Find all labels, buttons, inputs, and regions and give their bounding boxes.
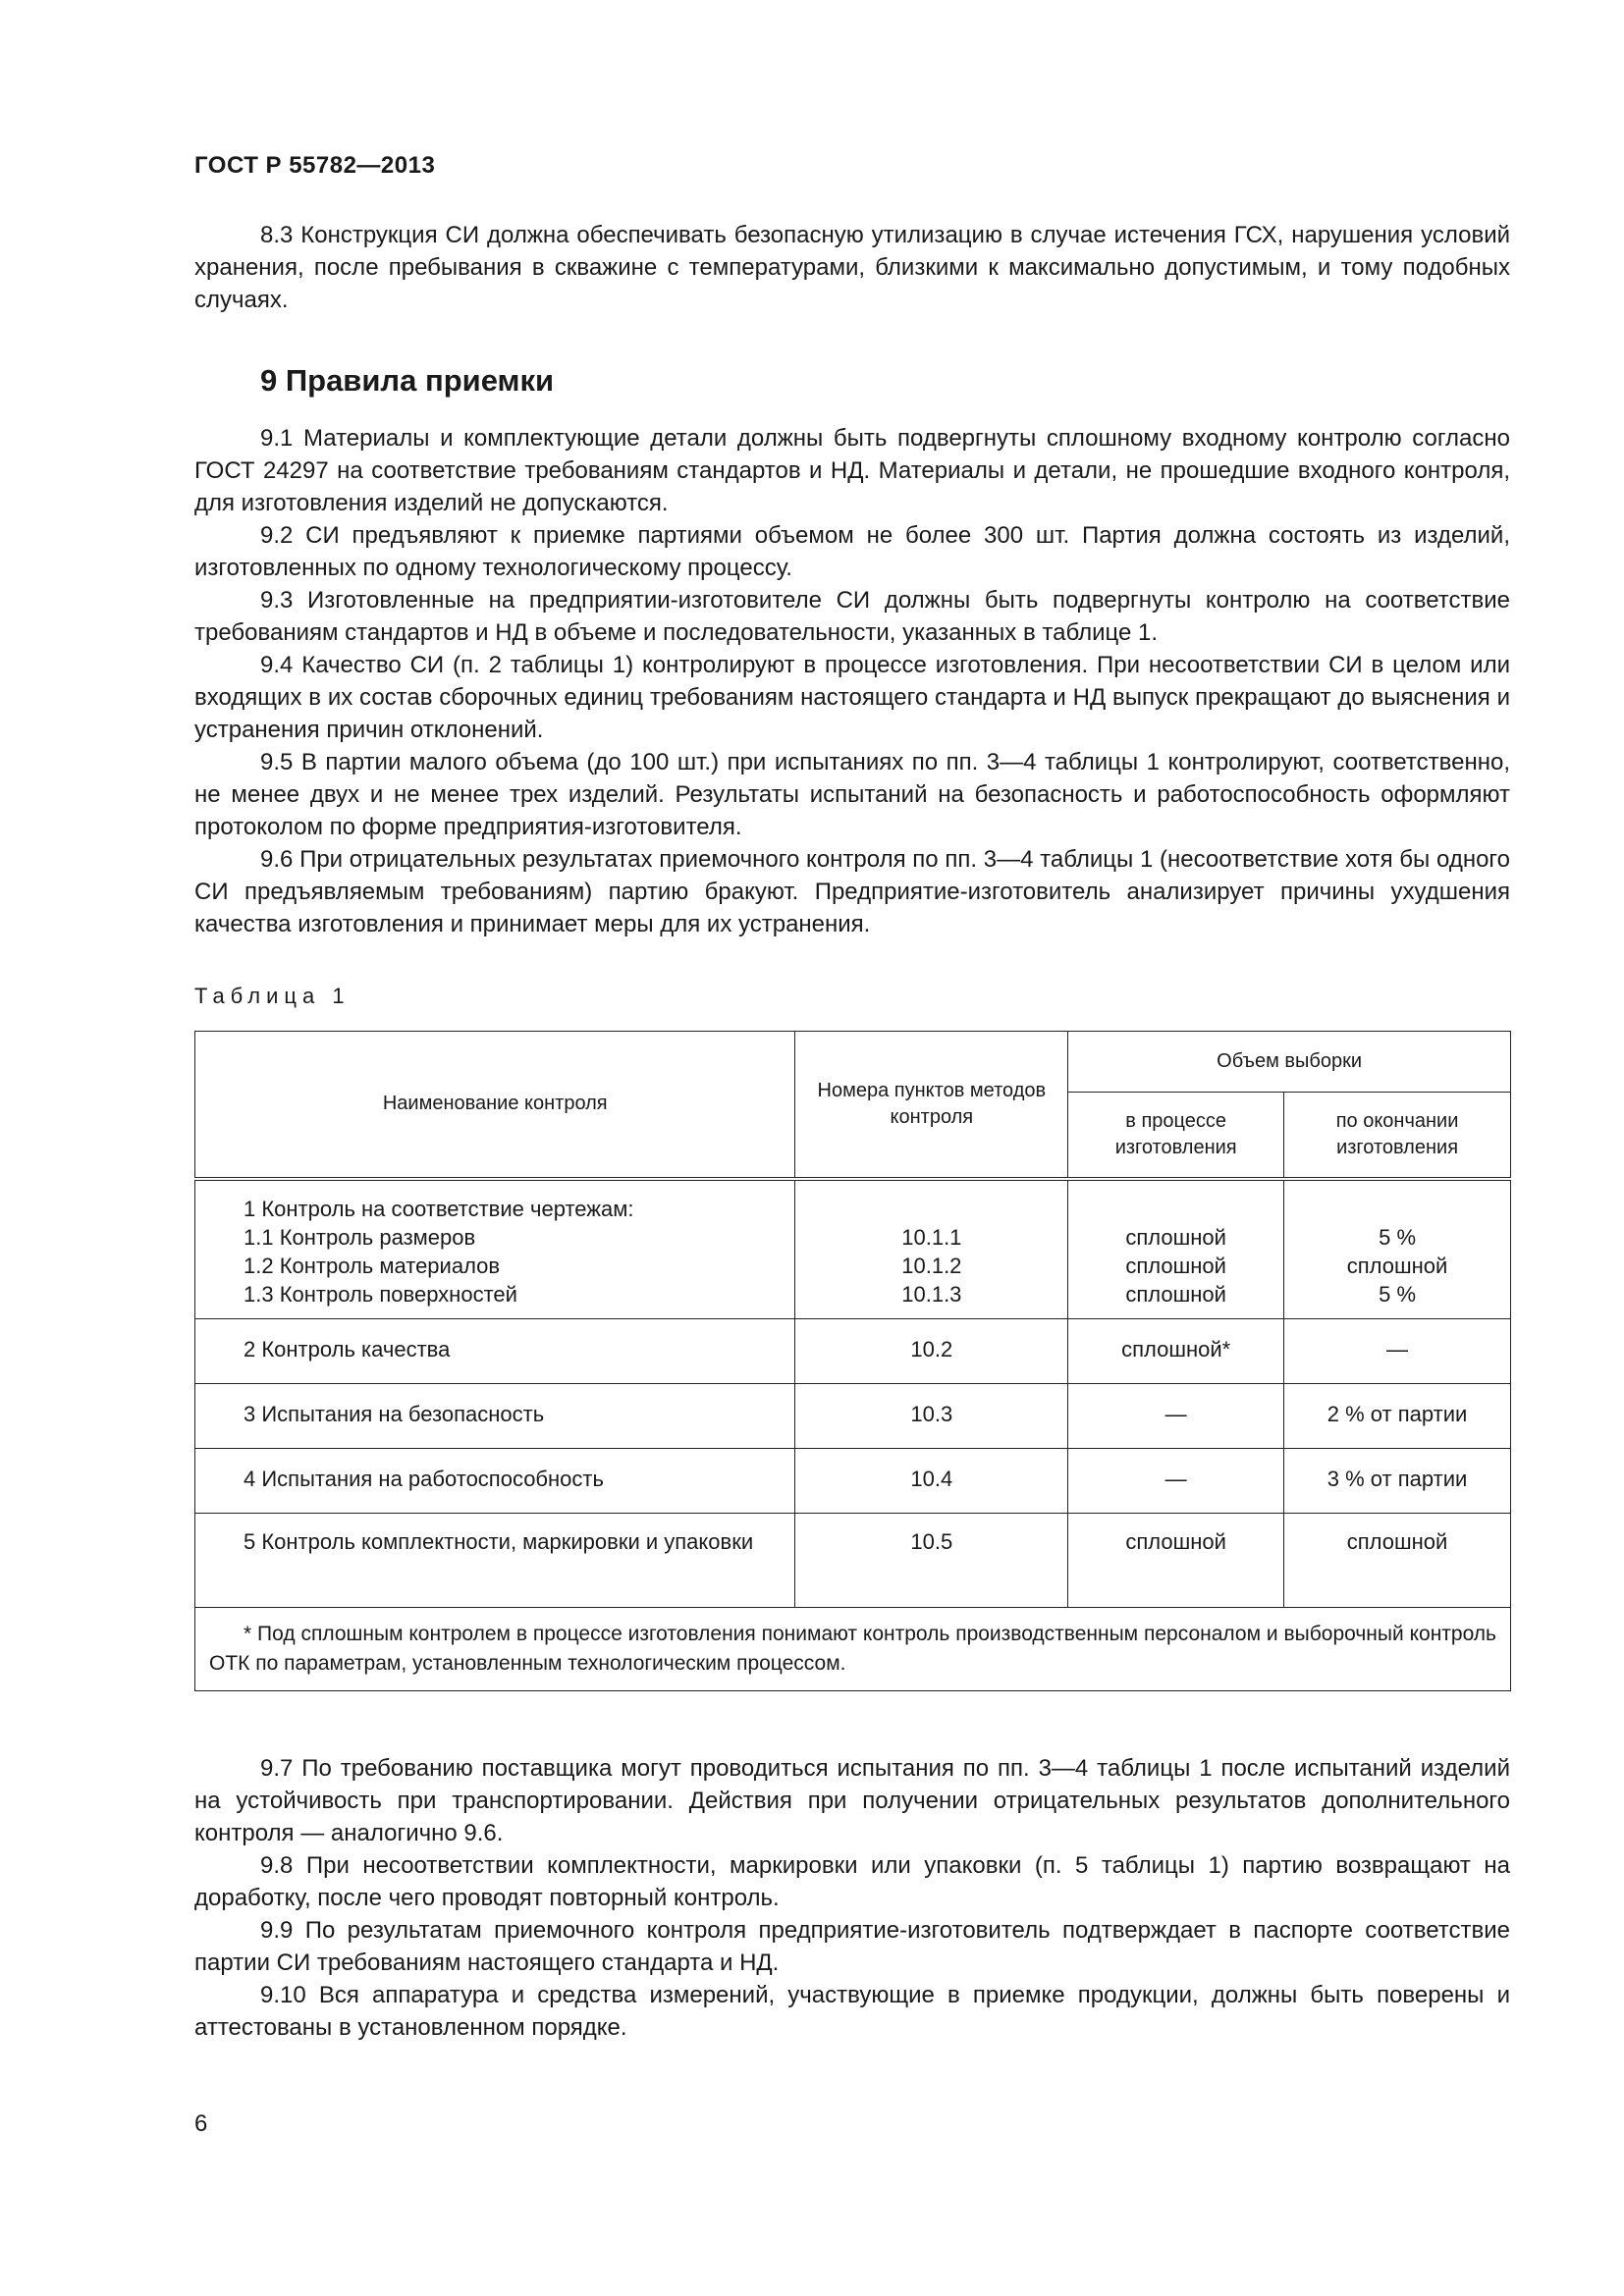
row-1-2-in-process: сплошной [1125,1253,1226,1278]
paragraph-8-3: 8.3 Конструкция СИ должна обеспечивать безопасную утилизацию в случае истечения ГСХ, нарушения условий хранения, после пребывания в скважине с температурами, близкими к максимально допустимым, и тому подобных случаях. [194,222,1510,313]
paragraph-9-1: 9.1 Материалы и комплектующие детали должны быть подвергнуты сплошному входному контролю согласно ГОСТ 24297 на соответствие требованиям стандартов и НД. Материалы и детали, не прошедшие входного контроля, для изготовления изделий не допускаются. [194,425,1510,516]
row-1-3-in-process: сплошной [1125,1281,1226,1307]
page-number: 6 [194,2110,208,2137]
paragraph-block-8 [194,219,1510,316]
row-1-group: 1 Контроль на соответствие чертежам: [244,1196,634,1221]
row-5-in-process: сплошной [1068,1513,1284,1607]
row-1-2-name: 1.2 Контроль материалов [244,1253,501,1278]
document-header: ГОСТ Р 55782—2013 [194,152,436,179]
row-1-3-after: 5 % [1379,1281,1417,1307]
row-4-after: 3 % от партии [1284,1448,1511,1513]
paragraph-9-5: 9.5 В партии малого объема (до 100 шт.) при испытаниях по пп. 3—4 таблицы 1 контролируют, соответственно, не менее двух и не менее трех изделий. Результаты испытаний на безопасность и работоспособность оформляют протоколом по форме предприятия-изготовителя. [194,749,1510,840]
row-2-in-process: сплошной* [1068,1318,1284,1383]
paragraph-9-2: 9.2 СИ предъявляют к приемке партиями объемом не более 300 шт. Партия должна состоять из изделий, изготовленных по одному технологическому процессу. [194,522,1510,581]
row-5-method: 10.5 [795,1513,1068,1607]
row-1-2-method: 10.1.2 [901,1253,962,1278]
header-sample: Объем выборки [1068,1032,1511,1093]
header-after: по окончании изготовления [1284,1093,1511,1179]
header-in-process: в процессе изготовления [1068,1093,1284,1179]
row-3-method: 10.3 [795,1383,1068,1448]
paragraph-9-7: 9.7 По требованию поставщика могут проводиться испытания по пп. 3—4 таблицы 1 после испытаний изделий на устойчивость при транспортировании. Действия при получении отрицательных результатов дополнительного контроля — аналогично 9.6. [194,1755,1510,1846]
paragraph-block-after [194,1752,1510,2044]
row-4-in-process: — [1068,1448,1284,1513]
table-row [195,1179,1511,1319]
row-1-1-in-process: сплошной [1125,1224,1226,1250]
row-2-after: — [1284,1318,1511,1383]
table-row [195,1318,1511,1383]
row-2-name: 2 Контроль качества [244,1336,451,1362]
table-footnote: * Под сплошным контролем в процессе изготовления понимают контроль производственным персоналом и выборочный контроль ОТК по параметрам, установленным технологическим процессом. [209,1622,1496,1675]
paragraph-block-9 [194,422,1510,940]
row-5-name: 5 Контроль комплектности, маркировки и упаковки [244,1528,754,1554]
row-1-1-method: 10.1.1 [901,1224,962,1250]
table-row [195,1448,1511,1513]
paragraph-9-4: 9.4 Качество СИ (п. 2 таблицы 1) контролируют в процессе изготовления. При несоответствии СИ в целом или входящих в их состав сборочных единиц требованиям настоящего стандарта и НД выпуск прекращают до выяснения и устранения причин отклонений. [194,652,1510,743]
row-3-name: 3 Испытания на безопасность [244,1401,545,1426]
header-name: Наименование контроля [195,1032,795,1179]
table-row [195,1513,1511,1607]
paragraph-9-9: 9.9 По результатам приемочного контроля предприятие-изготовитель подтверждает в паспорте соответствие партии СИ требованиям настоящего стандарта и НД. [194,1917,1510,1976]
row-1-1-name: 1.1 Контроль размеров [244,1224,476,1250]
row-1-3-name: 1.3 Контроль поверхностей [244,1281,517,1307]
row-1-1-after: 5 % [1379,1224,1417,1250]
table-row [195,1383,1511,1448]
row-1-3-method: 10.1.3 [901,1281,962,1307]
row-1-2-after: сплошной [1346,1253,1448,1278]
paragraph-9-10: 9.10 Вся аппаратура и средства измерений, участвующие в приемке продукции, должны быть поверены и аттестованы в установленном порядке. [194,1982,1510,2041]
table-footnote-row [195,1607,1511,1690]
paragraph-9-6: 9.6 При отрицательных результатах приемочного контроля по пп. 3—4 таблицы 1 (несоответствие хотя бы одного СИ предъявляемым требованиям) партию бракуют. Предприятие-изготовитель анализирует причины ухудшения качества изготовления и принимает меры для их устранения. [194,846,1510,937]
section-title: 9 Правила приемки [260,363,555,398]
paragraph-9-3: 9.3 Изготовленные на предприятии-изготовителе СИ должны быть подвергнуты контролю на соответствие требованиям стандартов и НД в объеме и последовательности, указанных в таблице 1. [194,587,1510,646]
paragraph-9-8: 9.8 При несоответствии комплектности, маркировки или упаковки (п. 5 таблицы 1) партию возвращают на доработку, после чего проводят повторный контроль. [194,1852,1510,1911]
row-4-name: 4 Испытания на работоспособность [244,1466,604,1491]
row-2-method: 10.2 [795,1318,1068,1383]
table-caption: Таблица 1 [194,984,351,1008]
row-3-in-process: — [1068,1383,1284,1448]
control-table [194,1031,1511,1691]
row-3-after: 2 % от партии [1284,1383,1511,1448]
row-5-after: сплошной [1284,1513,1511,1607]
header-methods: Номера пунктов методов контроля [795,1032,1068,1179]
row-4-method: 10.4 [795,1448,1068,1513]
